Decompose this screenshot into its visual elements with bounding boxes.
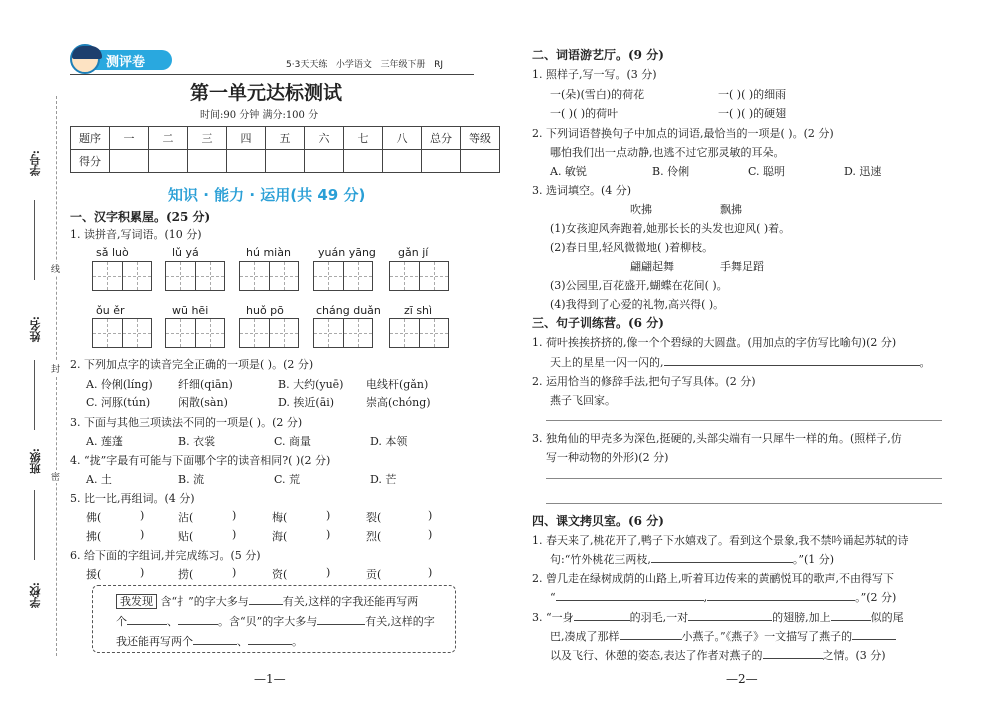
score-table-row	[71, 150, 500, 173]
s1-q4-opt[interactable]: D. 芒	[370, 473, 397, 486]
q6-item[interactable]: 捞(	[178, 568, 194, 581]
header-grade: 三年级下册	[380, 60, 426, 70]
page-title: 第一单元达标测试	[190, 82, 343, 104]
s3-q2: 2. 运用恰当的修辞手法,把句子写具体。(2 分)	[532, 375, 756, 388]
s4-q3-line3	[550, 647, 886, 663]
pinyin-7: wū hēi	[172, 304, 209, 317]
s1-q2-opt: 纤细(qiān)	[178, 378, 233, 391]
q6-close: )	[326, 566, 331, 579]
s4-q1a: 1. 春天来了,桃花开了,鸭子下水嬉戏了。看到这个景象,我不禁吟诵起苏轼的诗	[532, 534, 909, 547]
q5-item[interactable]: 裂(	[366, 511, 382, 524]
school-label: 学校:	[29, 582, 42, 609]
s4-q2a: 2. 曾几走在绿树成荫的山路上,听着耳边传来的黄鹂悦耳的歌声,不由得写下	[532, 572, 894, 585]
s2-q2-opt[interactable]: D. 迅速	[844, 165, 882, 178]
score-input-cell[interactable]	[110, 150, 149, 173]
q5-close: )	[140, 509, 145, 522]
mi-mark: 密	[51, 470, 60, 483]
word-choice: 吹拂	[630, 203, 652, 216]
s1-q2: 2. 下列加点字的读音完全正确的一项是( )。(2 分)	[70, 358, 314, 371]
s1-q2-opt[interactable]: D. 挨近(āi)	[278, 396, 335, 409]
s1-q3-opt[interactable]: D. 本领	[370, 435, 408, 448]
s1-q2-opt[interactable]: B. 大约(yuē)	[278, 378, 344, 391]
answer-blank[interactable]	[664, 365, 920, 366]
header-edition: RJ	[434, 60, 444, 70]
s1-q6: 6. 给下面的字组词,并完成练习。(5 分)	[70, 549, 261, 562]
section-3-title: 三、句子训练营。(6 分)	[532, 316, 664, 330]
s3-q2-line: 燕子飞回家。	[550, 394, 616, 407]
table-cell: 一	[110, 127, 149, 150]
answer-blank[interactable]	[193, 644, 237, 645]
word-choice: 飘拂	[720, 203, 742, 216]
score-input-cell[interactable]	[422, 150, 461, 173]
q5-close: )	[428, 528, 433, 541]
answer-line[interactable]	[546, 503, 942, 504]
s4-text: 的翅膀,加上	[772, 611, 831, 624]
q6-close: )	[232, 566, 237, 579]
s4-text: 的羽毛,一对	[629, 611, 689, 624]
q5-item[interactable]: 贴(	[178, 530, 194, 543]
answer-blank[interactable]	[852, 639, 896, 640]
s2-q1: 1. 照样子,写一写。(3 分)	[532, 68, 657, 81]
q6-close: )	[140, 566, 145, 579]
q6-item[interactable]: 贡(	[366, 568, 382, 581]
s2-q1-l1b[interactable]: 一( )( )的细雨	[718, 88, 787, 101]
discover-line-2	[116, 613, 435, 629]
discover-text: 我还能再写两个	[116, 635, 193, 648]
pinyin-8: huǒ pō	[246, 304, 284, 317]
discover-text: 。含“贝”的字大多与	[218, 615, 318, 628]
s1-q2-opt[interactable]: C. 河豚(tún)	[86, 396, 151, 409]
answer-line[interactable]	[546, 420, 942, 421]
score-input-cell[interactable]	[227, 150, 266, 173]
s1-q4-opt[interactable]: B. 流	[178, 473, 205, 486]
s2-q2: 2. 下列词语替换句子中加点的词语,最恰当的一项是( )。(2 分)	[532, 127, 834, 140]
s1-q3-opt[interactable]: C. 商量	[274, 435, 312, 448]
table-cell: 总分	[422, 127, 461, 150]
score-input-cell[interactable]	[149, 150, 188, 173]
table-cell: 三	[188, 127, 227, 150]
s2-q2-sentence: 哪怕我们出一点动静,也逃不过它那灵敏的耳朵。	[550, 146, 785, 159]
test-badge	[70, 44, 174, 74]
score-input-cell[interactable]	[266, 150, 305, 173]
writing-grid[interactable]	[313, 318, 373, 348]
writing-grid[interactable]	[239, 318, 299, 348]
s4-text: 。”(2 分)	[855, 591, 897, 604]
s1-q2-opt: 崇高(chóng)	[366, 396, 431, 409]
header-series: 5·3天天练	[286, 60, 328, 70]
q6-item[interactable]: 援(	[86, 568, 102, 581]
q5-close: )	[140, 528, 145, 541]
pinyin-2: lǔ yá	[172, 246, 199, 259]
s1-q4: 4. “拢”字最有可能与下面哪个字的读音相同?( )(2 分)	[70, 454, 331, 467]
q6-close: )	[428, 566, 433, 579]
s2-q3-s3[interactable]: (3)公园里,百花盛开,蝴蝶在花间( )。	[550, 279, 728, 292]
answer-line[interactable]	[546, 478, 942, 479]
discover-text: 有关,这样的字我还能再写两	[282, 595, 419, 608]
pinyin-10: zī shì	[404, 304, 433, 317]
s4-text: 句:“竹外桃花三两枝,	[550, 553, 651, 566]
part-title: 知识 · 能力 · 运用(共 49 分)	[168, 186, 366, 204]
s1-q3-opt[interactable]: B. 衣裳	[178, 435, 216, 448]
mascot-face-icon	[70, 44, 100, 74]
answer-blank[interactable]	[763, 658, 823, 659]
writing-grid[interactable]	[239, 261, 299, 291]
s4-text: 似的尾	[870, 611, 904, 624]
badge-label: 测评卷	[106, 55, 146, 70]
pinyin-9: cháng duǎn	[316, 304, 381, 317]
table-cell: 二	[149, 127, 188, 150]
writing-grid[interactable]	[92, 318, 152, 348]
s1-q5: 5. 比一比,再组词。(4 分)	[70, 492, 195, 505]
answer-blank[interactable]	[574, 620, 630, 621]
section-4-title: 四、课文拷贝室。(6 分)	[532, 514, 664, 528]
q5-close: )	[428, 509, 433, 522]
s4-q3-line1	[532, 609, 904, 625]
s2-q1-l1a: 一(朵)(雪白)的荷花	[550, 88, 645, 101]
class-line	[34, 490, 35, 560]
s1-q4-opt[interactable]: C. 荒	[274, 473, 301, 486]
q5-close: )	[326, 528, 331, 541]
header-info	[286, 57, 443, 70]
table-cell: 题序	[71, 127, 110, 150]
s3-q1-line	[550, 354, 931, 370]
q6-item[interactable]: 资(	[272, 568, 288, 581]
s4-text: 小燕子。”《燕子》一文描写了燕子的	[681, 630, 853, 643]
pinyin-3: hú miàn	[246, 246, 291, 259]
s1-q3-opt[interactable]: A. 莲蓬	[86, 435, 123, 448]
section-1-title: 一、汉字积累屋。(25 分)	[70, 210, 211, 224]
q5-close: )	[232, 509, 237, 522]
s2-q3: 3. 选词填空。(4 分)	[532, 184, 632, 197]
s3-q1-prompt: 天上的星星一闪一闪的,	[550, 356, 664, 369]
s2-q3-s2[interactable]: (2)春日里,轻风微微地( )着柳枝。	[550, 241, 714, 254]
binding-dashed-line	[56, 96, 57, 656]
pinyin-6: ǒu ěr	[96, 304, 125, 317]
s4-q3-line2	[550, 628, 896, 644]
xian-mark: 线	[51, 262, 60, 275]
score-table	[70, 126, 500, 173]
writing-grid[interactable]	[165, 318, 225, 348]
answer-blank[interactable]	[620, 639, 682, 640]
s2-q2-opt[interactable]: C. 聪明	[748, 165, 786, 178]
pinyin-1: sǎ luò	[96, 246, 129, 259]
s4-text: “	[550, 591, 556, 604]
q5-item[interactable]: 梅(	[272, 511, 288, 524]
s4-text: 3. “一身	[532, 611, 574, 624]
page-subtitle: 时间:90 分钟 满分:100 分	[200, 110, 319, 121]
s2-q1-l2b[interactable]: 一( )( )的硬翅	[718, 107, 787, 120]
q5-item[interactable]: 拂(	[86, 530, 102, 543]
student-number-label: 学号:	[29, 150, 42, 177]
q5-item[interactable]: 海(	[272, 530, 288, 543]
s4-q2-line	[550, 589, 896, 605]
answer-blank[interactable]	[249, 604, 283, 605]
s3-q1-end: 。	[919, 356, 931, 369]
discover-tag: 我发现	[116, 594, 157, 609]
page-number-2: —2—	[726, 672, 758, 686]
table-cell: 八	[383, 127, 422, 150]
s2-q2-opt[interactable]: B. 伶俐	[652, 165, 690, 178]
score-input-cell[interactable]	[188, 150, 227, 173]
answer-blank[interactable]	[178, 624, 218, 625]
table-cell: 四	[227, 127, 266, 150]
discover-text: 有关,这样的字	[365, 615, 435, 628]
discover-text: 、	[237, 635, 248, 648]
s4-text: 之情。(3 分)	[822, 649, 886, 662]
s3-q3b: 写一种动物的外形)(2 分)	[546, 451, 669, 464]
score-input-cell[interactable]	[305, 150, 344, 173]
s3-q3: 3. 独角仙的甲壳多为深色,挺硬的,头部尖端有一只犀牛一样的角。(照样子,仿	[532, 432, 902, 445]
s2-q3-s1[interactable]: (1)女孩迎风奔跑着,她那长长的头发也迎风( )着。	[550, 222, 791, 235]
answer-blank[interactable]	[127, 624, 167, 625]
section-2-title: 二、词语游艺厅。(9 分)	[532, 48, 664, 62]
pinyin-4: yuán yāng	[318, 246, 376, 259]
q5-close: )	[326, 509, 331, 522]
table-cell: 六	[305, 127, 344, 150]
discover-text: 。	[292, 635, 303, 648]
answer-blank[interactable]	[688, 620, 772, 621]
s1-q2-opt: 闲散(sàn)	[178, 396, 228, 409]
s4-q1-line	[550, 551, 834, 567]
writing-grid[interactable]	[92, 261, 152, 291]
score-input-cell[interactable]	[461, 150, 500, 173]
discover-line-1	[116, 593, 418, 609]
q5-item[interactable]: 沾(	[178, 511, 194, 524]
writing-grid[interactable]	[313, 261, 373, 291]
s1-q2-opt: 电线杆(gǎn)	[366, 378, 429, 391]
s1-q2-opt[interactable]: A. 伶俐(líng)	[86, 378, 153, 391]
answer-blank[interactable]	[651, 562, 793, 563]
writing-grid[interactable]	[165, 261, 225, 291]
s2-q3-s4[interactable]: (4)我得到了心爱的礼物,高兴得( )。	[550, 298, 725, 311]
discover-text: 、	[167, 615, 178, 628]
name-label: 姓名:	[29, 316, 42, 343]
table-cell: 五	[266, 127, 305, 150]
table-cell: 等级	[461, 127, 500, 150]
q5-item[interactable]: 烈(	[366, 530, 382, 543]
discover-text: 个	[116, 615, 127, 628]
pinyin-5: gǎn jí	[398, 246, 429, 259]
table-cell: 得分	[71, 150, 110, 173]
student-number-line	[34, 200, 35, 280]
word-choice: 翩翩起舞	[630, 260, 674, 273]
writing-grid[interactable]	[389, 261, 449, 291]
answer-blank[interactable]	[831, 620, 871, 621]
table-cell: 七	[344, 127, 383, 150]
feng-mark: 封	[51, 362, 60, 375]
score-table-header	[71, 127, 500, 150]
s1-q4-opt[interactable]: A. 土	[86, 473, 112, 486]
header-rule	[70, 74, 474, 75]
score-input-cell[interactable]	[344, 150, 383, 173]
q5-close: )	[232, 528, 237, 541]
class-label: 班级:	[29, 448, 42, 475]
header-subject: 小学语文	[335, 60, 372, 70]
s1-q3: 3. 下面与其他三项读法不同的一项是( )。(2 分)	[70, 416, 303, 429]
q5-item[interactable]: 佛(	[86, 511, 102, 524]
s2-q2-opt[interactable]: A. 敏锐	[550, 165, 587, 178]
answer-blank[interactable]	[707, 600, 855, 601]
answer-blank[interactable]	[248, 644, 292, 645]
score-input-cell[interactable]	[383, 150, 422, 173]
writing-grid[interactable]	[389, 318, 449, 348]
name-line	[34, 360, 35, 430]
word-choice: 手舞足蹈	[720, 260, 764, 273]
s3-q1: 1. 荷叶挨挨挤挤的,像一个个碧绿的大圆盘。(用加点的字仿写比喻句)(2 分)	[532, 336, 897, 349]
discover-line-3	[116, 633, 303, 649]
answer-blank[interactable]	[317, 624, 365, 625]
s4-text: 巴,凑成了那样	[550, 630, 620, 643]
s4-text: 以及飞行、休憩的姿态,表达了作者对燕子的	[550, 649, 763, 662]
answer-blank[interactable]	[556, 600, 704, 601]
s2-q1-l2a[interactable]: 一( )( )的荷叶	[550, 107, 619, 120]
s1-q1: 1. 读拼音,写词语。(10 分)	[70, 228, 202, 241]
s4-text: ,	[703, 591, 708, 604]
s4-text: 。”(1 分)	[792, 553, 835, 566]
discover-text: 含“扌”的字大多与	[160, 595, 249, 608]
page-number-1: —1—	[254, 672, 286, 686]
